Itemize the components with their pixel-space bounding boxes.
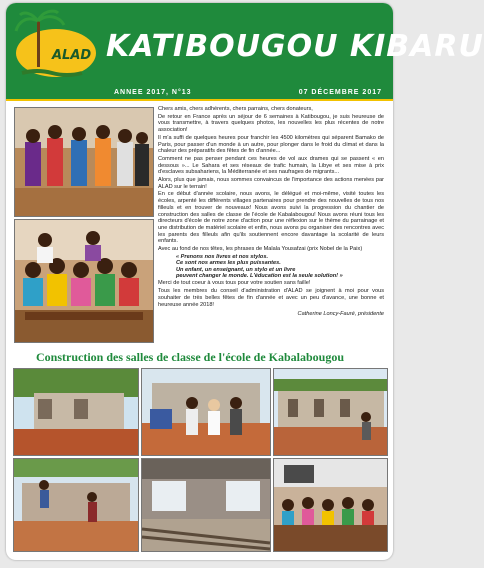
letter-paragraph: De retour en France après un séjour de 6 semaines à Katibougou, je suis heureuse de vous transmettre, à travers quelques photos, les nouvelles les plus récentes de notre association! xyxy=(158,113,384,134)
section-title: Construction des salles de classe de l'école de Kabalabougou xyxy=(36,350,345,364)
letter-paragraph: Alors, plus que jamais, nous sommes convaincus de l'importance des actions menées par ALAD sur le terrain! xyxy=(158,177,384,190)
letter-paragraph: Avec au fond de nos têtes, les phrases de Malala Yousafzai (prix Nobel de la Paix) xyxy=(158,246,363,253)
letter-paragraph: En ce début d'année scolaire, nous avons, le délégué et moi-même, visité toutes les écoles, arpenté les différents villages partenaires pour prendre des nouvelles de tous nos filleuls et en trouver de nouveaux! Nous avons suivi la progression du chantier de construction des salles de classe de l'école de Kabalabougou! Nous avons réuni tous les directeurs d'école de notre zone d'action pour une réflexion sur le thème du parrainage et une distribution de matériel scolaire et enfin, nous avons pu organiser des rencontres avec les parents des filleuls afin qu'ils soutiennent encore davantage la scolarité de leurs enfants. xyxy=(158,191,384,245)
quote-line: Un enfant, un enseignant, un stylo et un livre xyxy=(176,266,296,273)
photo-visitors-at-site xyxy=(141,368,271,456)
newsletter-title: KATIBOUGOU KIBARU xyxy=(106,29,484,64)
letter-closing: Tous les membres du conseil d'administration d'ALAD se joignent à moi pour vous souhaiter de très belles fêtes de fin d'année et avec un peu d'avance, une bonne et heureuse année 2018! xyxy=(158,288,384,308)
photo-students-in-classroom xyxy=(273,458,388,552)
photo-children-with-books xyxy=(14,107,154,217)
photo-classroom-children xyxy=(14,219,154,343)
quote-line: peuvent changer le monde. L'éducation est la seule solution! » xyxy=(176,272,343,279)
issue-date: 07 DÉCEMBRE 2017 xyxy=(298,89,382,96)
letter-signature: Catherine Loncy-Fauré, présidente xyxy=(297,311,384,318)
letter-paragraph: Comment ne pas penser pendant ces heures de vol aux drames qui se passent « en dessous »... Le Sahara et ses réseaux de trafic humain, la Libye et ses mise à prix d'esclaves subsahariens, la Méditerranée et ses naufrages de migrants... xyxy=(158,155,384,176)
letter-paragraph: Il m'a suffi de quelques heures pour franchir les 4500 kilomètres qui séparent Bamako de Paris, pour passer d'un monde à un autre, pour plonger dans le froid du climat et dans la chaleur des préparatifs des fêtes de fin d'année... xyxy=(158,134,384,155)
quote-line: « Prenons nos livres et nos stylos. xyxy=(176,253,269,260)
quote-line: Ce sont nos armes les plus puissantes. xyxy=(176,260,281,267)
alad-logo xyxy=(12,11,102,87)
photo-workers-on-site xyxy=(13,458,139,552)
letter-closing: Merci de tout coeur à vous tous pour votre soutien sans faille! xyxy=(158,280,311,287)
president-letter xyxy=(158,106,384,344)
logo-text: ALAD xyxy=(52,48,92,63)
newsletter-page xyxy=(6,3,484,560)
issue-number: ANNEE 2017, N°13 xyxy=(114,89,192,96)
letter-paragraph: Chers amis, chers adhérents, chers parrains, chers donateurs, xyxy=(158,106,313,112)
photo-construction-site-walls xyxy=(13,368,139,456)
photo-building-exterior xyxy=(273,368,388,456)
photo-classroom-interior-construction xyxy=(141,458,271,552)
issue-bar xyxy=(114,89,386,99)
header-rule xyxy=(6,99,393,101)
newsletter-header xyxy=(6,3,484,101)
malala-quote xyxy=(176,254,384,280)
